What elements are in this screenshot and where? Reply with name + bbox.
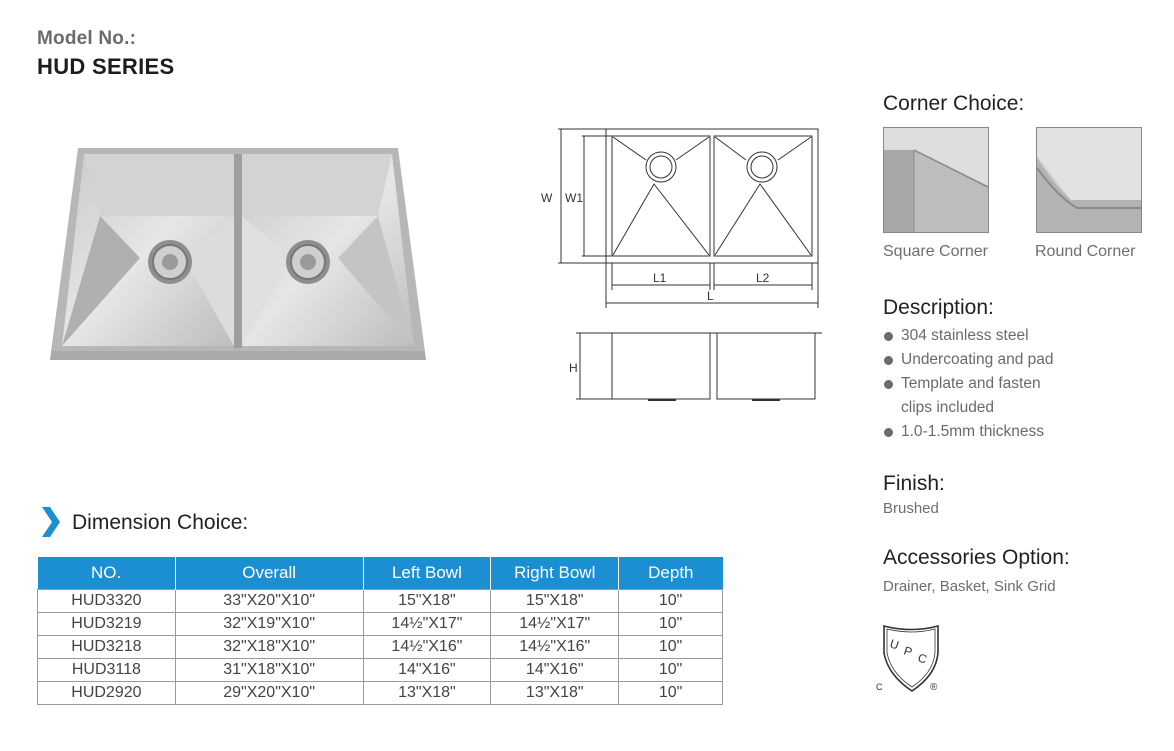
label-l1: L1 [653,271,667,285]
label-l: L [707,289,714,303]
table-row [38,613,723,636]
model-label: Model No.: [37,28,137,49]
sink-product-photo [48,146,428,366]
column-header: Overall [175,557,363,590]
cell-depth: 10" [619,682,723,705]
description-item: Template and fasten clips included [883,372,1071,420]
cell-overall: 29"X20"X10" [175,682,363,705]
table-header-row [38,557,723,590]
svg-text:P: P [902,643,915,660]
cell-model-no: HUD3118 [38,659,176,682]
cell-model-no: HUD3218 [38,636,176,659]
cell-left-bowl: 15"X18" [363,590,491,613]
dimension-diagram [536,122,836,412]
label-h: H [569,361,578,375]
svg-text:®: ® [930,682,938,693]
table-row [38,636,723,659]
accessories-value: Drainer, Basket, Sink Grid [883,578,1056,595]
cell-right-bowl: 13"X18" [491,682,619,705]
cell-right-bowl: 14½"X17" [491,613,619,636]
finish-title: Finish: [883,472,945,495]
dimension-choice-title: Dimension Choice: [72,511,249,534]
column-header: Right Bowl [491,557,619,590]
cell-left-bowl: 14½"X16" [363,636,491,659]
cell-overall: 31"X18"X10" [175,659,363,682]
description-item: 304 stainless steel [883,324,1083,348]
label-w1: W1 [565,191,583,205]
round-corner-label[interactable]: Round Corner [1035,243,1136,260]
table-row [38,659,723,682]
series-title: HUD SERIES [37,54,175,79]
svg-text:C: C [876,682,883,692]
cell-depth: 10" [619,659,723,682]
cell-depth: 10" [619,590,723,613]
cell-overall: 32"X18"X10" [175,636,363,659]
dimension-table [37,557,723,705]
description-item: 1.0-1.5mm thickness [883,420,1083,444]
column-header: NO. [38,557,176,590]
round-corner-image [1036,127,1142,233]
cell-depth: 10" [619,613,723,636]
cell-overall: 32"X19"X10" [175,613,363,636]
cell-depth: 10" [619,636,723,659]
column-header: Left Bowl [363,557,491,590]
cell-left-bowl: 14"X16" [363,659,491,682]
square-corner-label[interactable]: Square Corner [883,243,988,260]
cell-right-bowl: 15"X18" [491,590,619,613]
cell-right-bowl: 14½"X16" [491,636,619,659]
cell-left-bowl: 14½"X17" [363,613,491,636]
cell-model-no: HUD2920 [38,682,176,705]
table-row [38,590,723,613]
description-title: Description: [883,296,994,319]
svg-text:C: C [916,650,929,667]
finish-value: Brushed [883,500,939,517]
cell-left-bowl: 13"X18" [363,682,491,705]
table-row [38,682,723,705]
chevron-right-icon [40,507,60,537]
svg-text:U: U [888,636,901,653]
description-item: Undercoating and pad [883,348,1083,372]
cell-right-bowl: 14"X16" [491,659,619,682]
corner-choice-title: Corner Choice: [883,92,1025,115]
upc-certification-logo [872,623,952,695]
cell-model-no: HUD3219 [38,613,176,636]
accessories-title: Accessories Option: [883,546,1070,569]
column-header: Depth [619,557,723,590]
description-list [883,324,1083,444]
label-w: W [541,191,553,205]
square-corner-image [883,127,989,233]
cell-model-no: HUD3320 [38,590,176,613]
label-l2: L2 [756,271,770,285]
cell-overall: 33"X20"X10" [175,590,363,613]
